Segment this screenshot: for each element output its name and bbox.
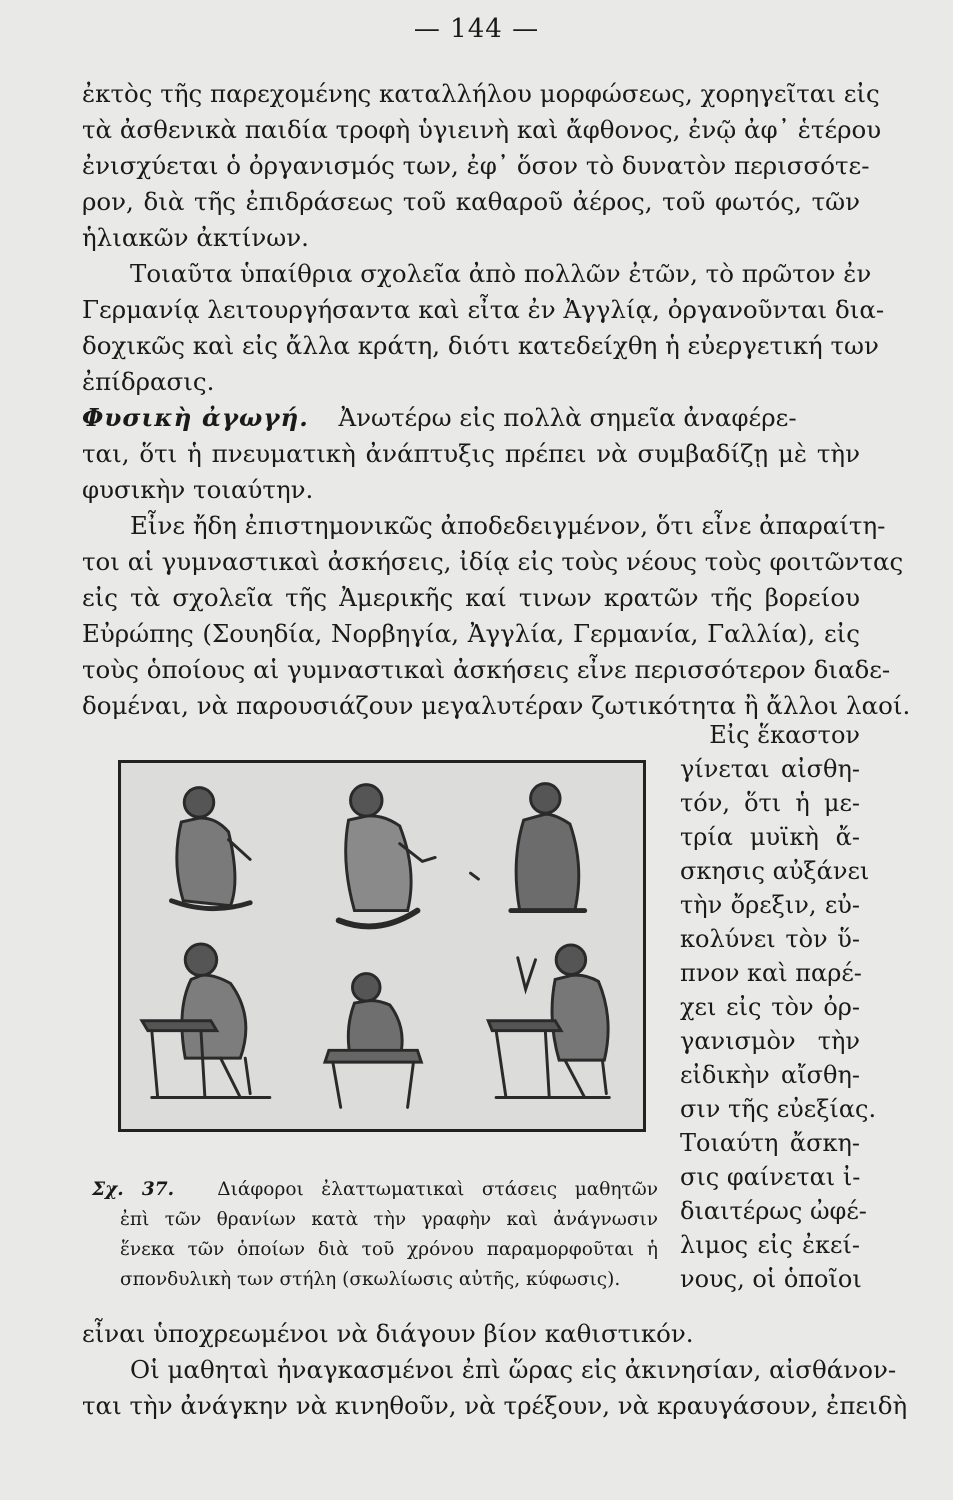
side-text-line: γανισμὸν τὴν: [680, 1027, 860, 1055]
page-number: — 144 —: [413, 14, 540, 44]
side-text-line: τόν, ὅτι ἡ με-: [680, 789, 860, 817]
text-span: Ἀνωτέρω εἰς πολλὰ σημεῖα ἀναφέρε-: [338, 403, 797, 432]
text-line: ἐνισχύεται ὁ ὀργανισμός των, ἐφ᾽ ὅσον τὸ δυνατὸν περισσότε-: [82, 151, 870, 180]
side-text-line: σις φαίνεται ἰ-: [680, 1163, 861, 1191]
text-line: ἐπίδρασις.: [82, 367, 215, 396]
text-line: Οἱ μαθηταὶ ἠναγκασμένοι ἐπὶ ὥρας εἰς ἀκινησίαν, αἰσθάνον-: [130, 1355, 897, 1384]
text-line: τὰ ἀσθενικὰ παιδία τροφὴ ὑγιεινὴ καὶ ἄφθονος, ἐνῷ ἀφ᾽ ἑτέρου: [82, 115, 882, 144]
text-line: ρον, διὰ τῆς ἐπιδράσεως τοῦ καθαροῦ ἀέρος, τοῦ φωτός, τῶν: [82, 187, 860, 216]
text-line: Τοιαῦτα ὑπαίθρια σχολεῖα ἀπὸ πολλῶν ἐτῶν, τὸ πρῶτον ἐν: [130, 259, 872, 288]
figure-illustration: [118, 760, 646, 1132]
side-text-line: Τοιαύτη ἄσκη-: [680, 1129, 860, 1157]
text-line: φυσικὴν τοιαύτην.: [82, 475, 314, 504]
side-text-line: τρία μυϊκὴ ἄ-: [680, 823, 860, 851]
side-text-line: λιμος εἰς ἐκεί-: [680, 1231, 860, 1259]
text-line: Εἶνε ἤδη ἐπιστημονικῶς ἀποδεδειγμένον, ὅτι εἶνε ἀπαραίτη-: [130, 511, 886, 540]
students-posture-illustration: [121, 763, 643, 1129]
text-line: Εὐρώπης (Σουηδία, Νορβηγία, Ἀγγλία, Γερμανία, Γαλλία), εἰς: [82, 619, 860, 648]
figure-caption-line: σπονδυλικὴ των στήλη (σκωλίωσις αὐτῆς, κύφωσις).: [120, 1269, 621, 1290]
side-text-line: σκησις αὐξάνει: [680, 857, 870, 885]
side-text-line: τὴν ὄρεξιν, εὐ-: [680, 891, 860, 919]
text-line: εἰς τὰ σχολεῖα τῆς Ἀμερικῆς καί τινων κρατῶν τῆς βορείου: [82, 583, 860, 612]
side-text-line: Εἰς ἕκαστον: [709, 721, 860, 749]
text-line: Γερμανίᾳ λειτουργήσαντα καὶ εἶτα ἐν Ἀγγλίᾳ, ὀργανοῦνται δια-: [82, 295, 885, 324]
text-line: ται, ὅτι ἡ πνευματικὴ ἀνάπτυξις πρέπει νὰ συμβαδίζῃ μὲ τὴν: [82, 439, 860, 468]
side-text-line: κολύνει τὸν ὕ-: [680, 925, 860, 953]
side-text-line: νους, οἱ ὁποῖοι: [680, 1265, 862, 1293]
figure-caption-line: [92, 1176, 658, 1204]
figure-caption-line: ἐπὶ τῶν θρανίων κατὰ τὴν γραφὴν καὶ ἀνάγνωσιν: [120, 1209, 658, 1230]
heading-line: [82, 400, 860, 436]
side-text-line: σιν τῆς εὐεξίας.: [680, 1095, 877, 1123]
side-text-line: γίνεται αἰσθη-: [680, 755, 860, 783]
text-line: τοὺς ὁποίους αἱ γυμναστικαὶ ἀσκήσεις εἶνε περισσότερον διαδε-: [82, 655, 891, 684]
side-text-line: εἰδικὴν αἴσθη-: [680, 1061, 860, 1089]
side-text-line: διαιτέρως ὠφέ-: [680, 1197, 867, 1225]
side-text-line: πνον καὶ παρέ-: [680, 959, 862, 987]
text-line: ἐκτὸς τῆς παρεχομένης καταλλήλου μορφώσεως, χορηγεῖται εἰς: [82, 79, 880, 108]
text-line: εἶναι ὑποχρεωμένοι νὰ διάγουν βίον καθιστικόν.: [82, 1319, 694, 1348]
section-heading: Φυσικὴ ἀγωγή.: [82, 403, 309, 432]
text-line: ται τὴν ἀνάγκην νὰ κινηθοῦν, νὰ τρέξουν, νὰ κραυγάσουν, ἐπειδὴ: [82, 1391, 908, 1420]
side-text-line: χει εἰς τὸν ὀρ-: [680, 993, 860, 1021]
text-line: δοχικῶς καὶ εἰς ἄλλα κράτη, διότι κατεδείχθη ἡ εὐεργετική των: [82, 331, 879, 360]
figure-caption-line: ἕνεκα τῶν ὁποίων διὰ τοῦ χρόνου παραμορφοῦται ἡ: [120, 1239, 658, 1260]
figure-label: Σχ. 37.: [92, 1179, 175, 1200]
caption-text: Διάφοροι ἐλαττωματικαὶ στάσεις μαθητῶν: [217, 1179, 658, 1200]
text-line: τοι αἱ γυμναστικαὶ ἀσκήσεις, ἰδίᾳ εἰς τοὺς νέους τοὺς φοιτῶντας: [82, 547, 904, 576]
text-line: δομέναι, νὰ παρουσιάζουν μεγαλυτέραν ζωτικότητα ἢ ἄλλοι λαοί.: [82, 691, 911, 720]
text-line: ἡλιακῶν ἀκτίνων.: [82, 223, 309, 252]
